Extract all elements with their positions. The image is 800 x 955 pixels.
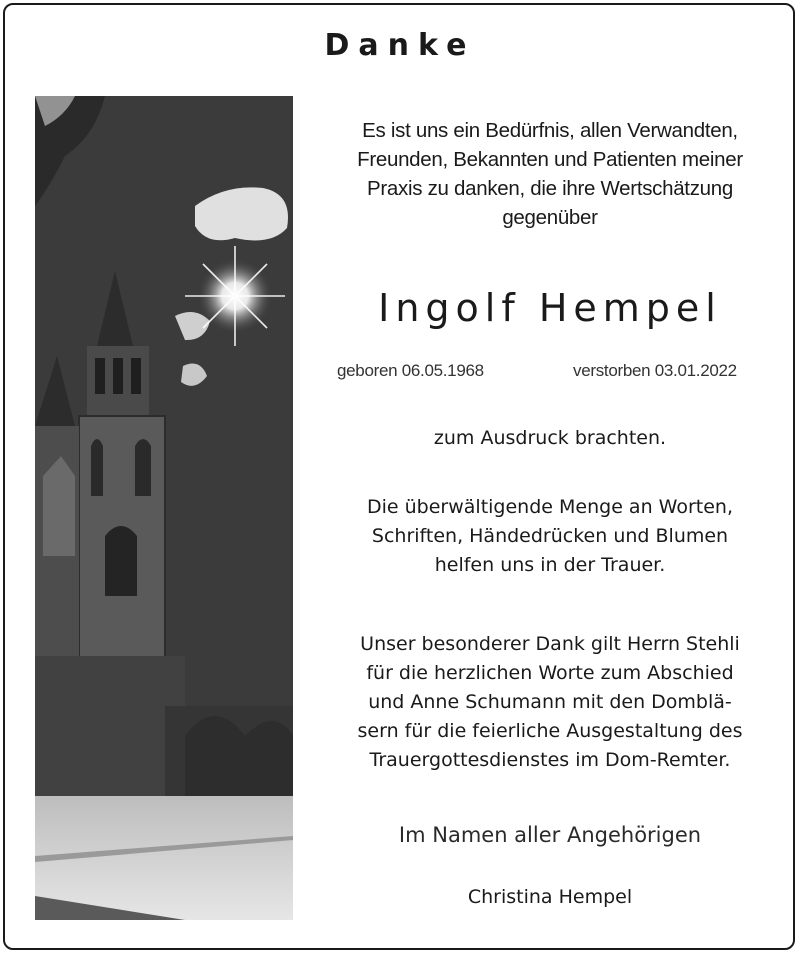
signature: Christina Hempel <box>467 886 633 908</box>
intro-line: gegenüber <box>502 206 598 229</box>
paragraph-line: Die überwältigende Menge an Worten, <box>367 496 733 518</box>
paragraph-gratitude <box>310 493 790 580</box>
intro-line: Freunden, Bekannten und Patienten meiner <box>357 148 743 171</box>
paragraph-line: Unser besonderer Dank gilt Herrn Stehli <box>360 633 740 655</box>
death-date: verstorben 03.01.2022 <box>573 361 737 380</box>
paragraph-line: sern für die feierliche Ausgestaltung des <box>357 720 743 742</box>
deceased-name: Ingolf Hempel <box>378 286 722 330</box>
paragraph-line: und Anne Schumann mit den Domblä- <box>368 691 732 713</box>
paragraph-expression <box>310 424 790 453</box>
intro-line: Praxis zu danken, die ihre Wertschätzung <box>367 177 733 200</box>
cathedral-photo <box>35 96 293 920</box>
paragraph-line: Trauergottesdienstes im Dom-Remter. <box>369 749 731 771</box>
notice-heading: Danke <box>324 28 476 63</box>
paragraph-special-thanks <box>310 630 790 775</box>
intro-line: Es ist uns ein Bedürfnis, allen Verwandten, <box>362 119 738 142</box>
birth-date: geboren 06.05.1968 <box>337 361 484 380</box>
paragraph-line: helfen uns in der Trauer. <box>434 554 666 576</box>
intro-text <box>310 116 790 232</box>
paragraph-line: für die herzlichen Worte zum Abschied <box>366 662 734 684</box>
paragraph-line: Schriften, Händedrücken und Blumen <box>371 525 729 547</box>
closing-line: Im Namen aller Angehörigen <box>398 823 702 847</box>
paragraph-line: zum Ausdruck brachten. <box>433 427 667 449</box>
